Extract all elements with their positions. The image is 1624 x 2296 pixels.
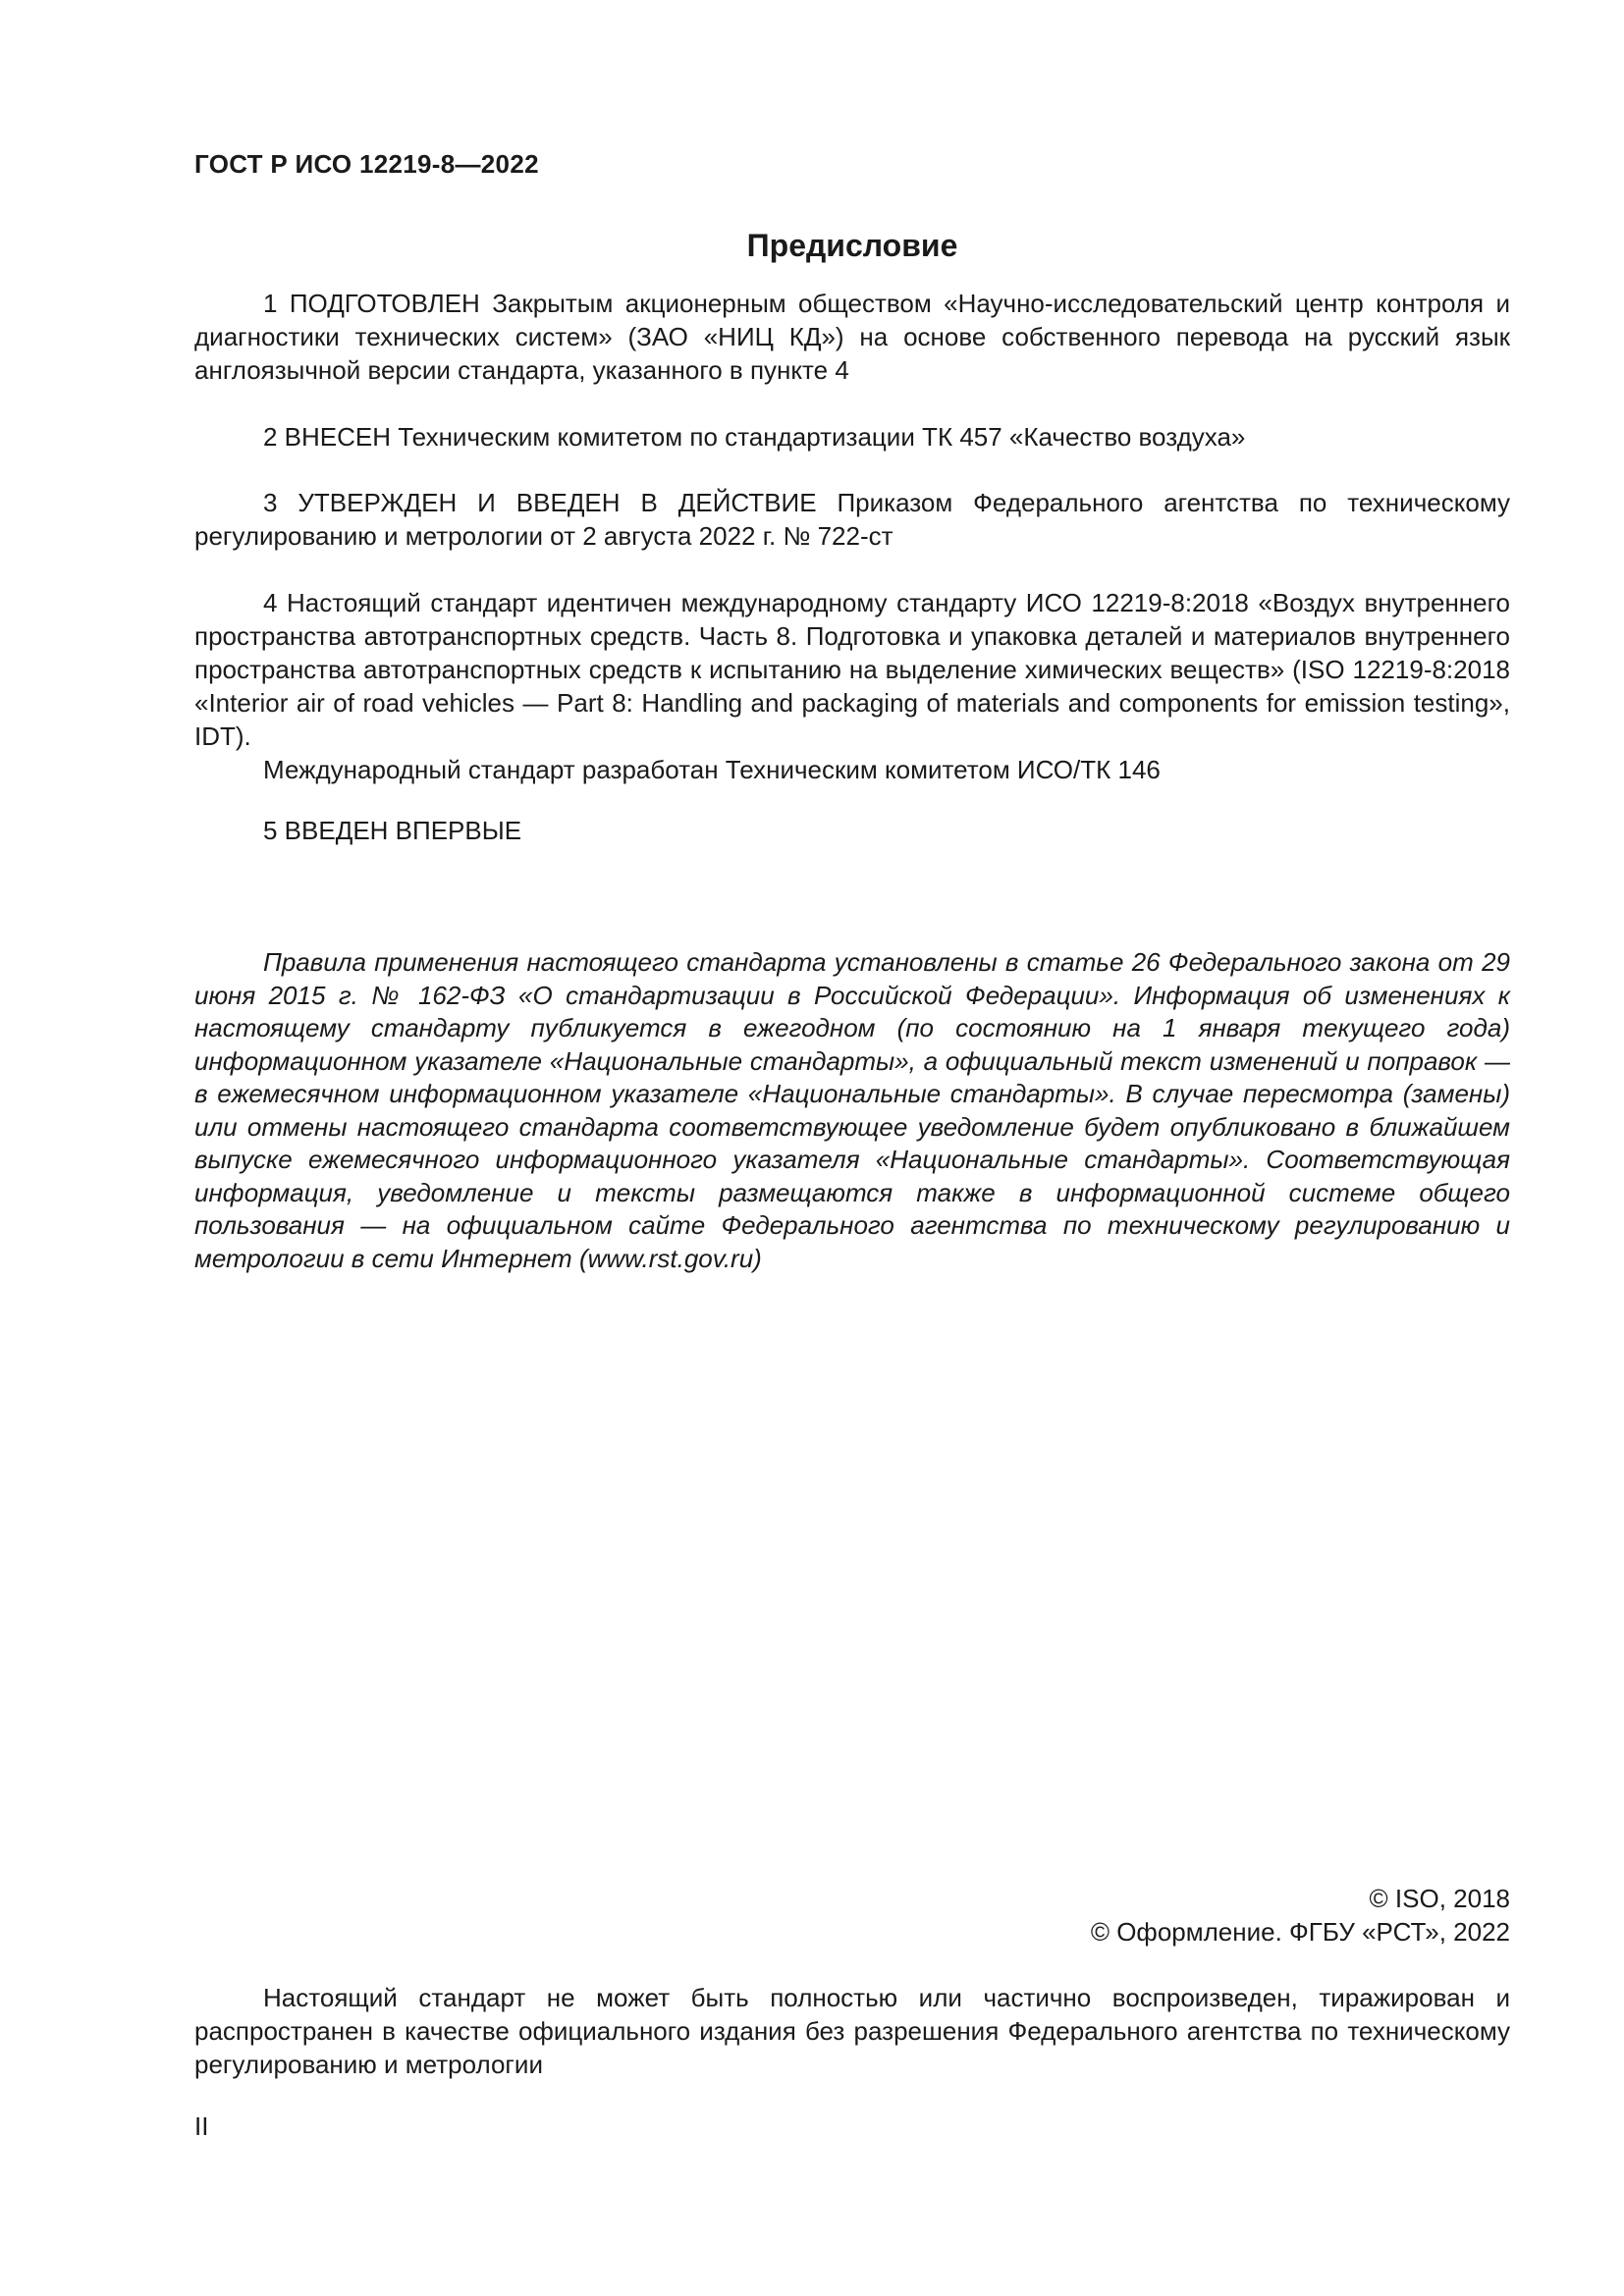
foreword-item-4-note: Международный стандарт разработан Техническим комитетом ИСО/ТК 146 bbox=[263, 755, 1161, 784]
page-title: Предисловие bbox=[746, 228, 958, 263]
foreword-item-1-text: 1 ПОДГОТОВЛЕН Закрытым акционерным обществом «Научно-исследовательский центр контроля и диагностики технических систем» (ЗАО «НИЦ КД») на основе собственного перевода на русский язык англоязычной версии стандарта, указанного в пункте 4 bbox=[194, 289, 1510, 385]
page-number: II bbox=[194, 2111, 209, 2141]
foreword-item-2 bbox=[194, 420, 1510, 454]
reproduction-notice bbox=[194, 1981, 1510, 2081]
foreword-item-3 bbox=[194, 486, 1510, 553]
foreword-item-5-text: 5 ВВЕДЕН ВПЕРВЫЕ bbox=[263, 816, 522, 845]
foreword-item-3-text: 3 УТВЕРЖДЕН И ВВЕДЕН В ДЕЙСТВИЕ Приказом Федерального агентства по техническому регулированию и метрологии от 2 августа 2022 г. № 722-ст bbox=[194, 488, 1510, 551]
foreword-item-2-text: 2 ВНЕСЕН Техническим комитетом по стандартизации ТК 457 «Качество воздуха» bbox=[263, 422, 1246, 452]
foreword-item-1 bbox=[194, 287, 1510, 387]
copyright-iso: © ISO, 2018 bbox=[1369, 1884, 1510, 1913]
foreword-item-4-text: 4 Настоящий стандарт идентичен международному стандарту ИСО 12219-8:2018 «Воздух внутреннего пространства автотранспортных средств. Часть 8. Подготовка и упаковка деталей и материалов внутреннего пространства автотранспортных средств к испытанию на выделение химических веществ» (ISO 12219-8:2018 «Interior air of road vehicles — Part 8: Handling and packaging of materials and components for emission testing», IDT). bbox=[194, 588, 1510, 751]
standard-code: ГОСТ Р ИСО 12219-8—2022 bbox=[194, 149, 539, 179]
foreword-item-5 bbox=[194, 814, 1510, 847]
reproduction-notice-text: Настоящий стандарт не может быть полностью или частично воспроизведен, тиражирован и распространен в качестве официального издания без разрешения Федерального агентства по техническому регулированию и метрологии bbox=[194, 1983, 1510, 2079]
application-rules-text: Правила применения настоящего стандарта установлены в статье 26 Федерального закона от 29 июня 2015 г. № 162-ФЗ «О стандартизации в Российской Федерации». Информация об изменениях к настоящему стандарту публикуется в ежегодном (по состоянию на 1 января текущего года) информационном указателе «Национальные стандарты», а официальный текст изменений и поправок — в ежемесячном информационном указателе «Национальные стандарты». В случае пересмотра (замены) или отмены настоящего стандарта соответствующее уведомление будет опубликовано в ближайшем выпуске ежемесячного информационного указателя «Национальные стандарты». Соответствующая информация, уведомление и тексты размещаются также в информационной системе общего пользования — на официальном сайте Федерального агентства по техническому регулированию и метрологии в сети Интернет (www.rst.gov.ru) bbox=[194, 947, 1510, 1273]
copyright-design: © Оформление. ФГБУ «РСТ», 2022 bbox=[1090, 1917, 1510, 1947]
foreword-item-4 bbox=[194, 586, 1510, 786]
copyright-block bbox=[194, 1882, 1510, 1949]
application-rules bbox=[194, 946, 1510, 1275]
